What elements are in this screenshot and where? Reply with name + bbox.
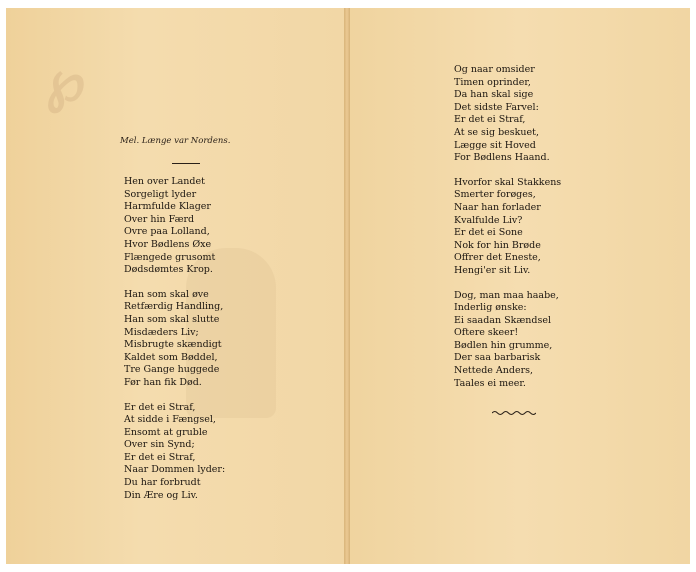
verse-line: Er det ei Sone (454, 227, 523, 239)
stanza (454, 290, 561, 391)
verse-line: Han som skal øve (124, 288, 209, 300)
stanza (454, 64, 561, 165)
verse-line: For Bødlens Haand. (454, 152, 550, 164)
verse-line: Du har forbrudt (124, 477, 201, 489)
booklet-sheet (6, 8, 690, 564)
verse-line: Timen oprinder, (454, 76, 531, 88)
verse-line: Offrer det Eneste, (454, 252, 541, 264)
verse-line: Han som skal slutte (124, 313, 220, 325)
verse-line: Før han fik Død. (124, 376, 202, 388)
verse-line: Oftere skeer! (454, 327, 519, 339)
verse-line: Taales ei meer. (454, 377, 526, 389)
verse-line: Er det ei Straf, (124, 401, 196, 413)
verse-line: Ovre paa Lolland, (124, 226, 210, 238)
verse-line: Ei saadan Skændsel (454, 314, 552, 326)
verse-line: Og naar omsider (454, 64, 535, 75)
verse-line: Bødlen hin grumme, (454, 339, 553, 351)
verse-line: Dog, man maa haabe, (454, 289, 559, 301)
verse-line: Flængede grusomt (124, 251, 216, 263)
verse-line: Da han skal sige (454, 89, 534, 101)
verse-line: Hen over Landet (124, 176, 205, 187)
verse-line: Over sin Synd; (124, 439, 195, 451)
verse-line: Ensomt at gruble (124, 426, 208, 438)
verse-line: Over hin Færd (124, 213, 195, 225)
closing-ornament (492, 410, 536, 416)
verse-line: Det sidste Farvel: (454, 101, 539, 113)
verse-line: Smerter forøges, (454, 189, 536, 201)
verse-line: Der saa barbarisk (454, 352, 541, 364)
stanza (124, 289, 225, 390)
stanza (124, 176, 225, 277)
verse-line: Er det ei Straf, (124, 451, 196, 463)
verse-line: Hvorfor skal Stakkens (454, 176, 562, 188)
verse-line: Kvalfulde Liv? (454, 214, 523, 226)
verse-line: Hvor Bødlens Øxe (124, 238, 212, 250)
verse-line: At sidde i Fængsel, (124, 414, 216, 426)
verse-line: Sorgeligt lyder (124, 188, 197, 200)
divider-line (172, 163, 200, 164)
verse-line: At se sig beskuet, (454, 126, 539, 138)
stanza (124, 402, 225, 503)
verse-line: Nettede Anders, (454, 365, 534, 377)
bleed-through-title: ℘ (46, 48, 88, 114)
verse-line: Hengi'er sit Liv. (454, 264, 531, 276)
melody-note: Mel. Længe var Nordens. (120, 136, 231, 146)
left-poem (124, 176, 225, 514)
verse-line: Tre Gange huggede (124, 364, 220, 376)
verse-line: Harmfulde Klager (124, 201, 211, 213)
stanza (454, 177, 561, 278)
verse-line: Kaldet som Bøddel, (124, 351, 218, 363)
right-poem (454, 64, 561, 402)
verse-line: Din Ære og Liv. (124, 489, 198, 501)
verse-line: Nok for hin Brøde (454, 239, 541, 251)
verse-line: Naar han forlader (454, 201, 541, 213)
verse-line: Inderlig ønske: (454, 302, 527, 314)
verse-line: Lægge sit Hoved (454, 139, 536, 151)
verse-line: Misbrugte skændigt (124, 339, 222, 351)
verse-line: Naar Dommen lyder: (124, 464, 226, 476)
verse-line: Misdæders Liv; (124, 326, 199, 338)
verse-line: Er det ei Straf, (454, 114, 526, 126)
verse-line: Dødsdømtes Krop. (124, 264, 213, 276)
verse-line: Retfærdig Handling, (124, 301, 224, 313)
